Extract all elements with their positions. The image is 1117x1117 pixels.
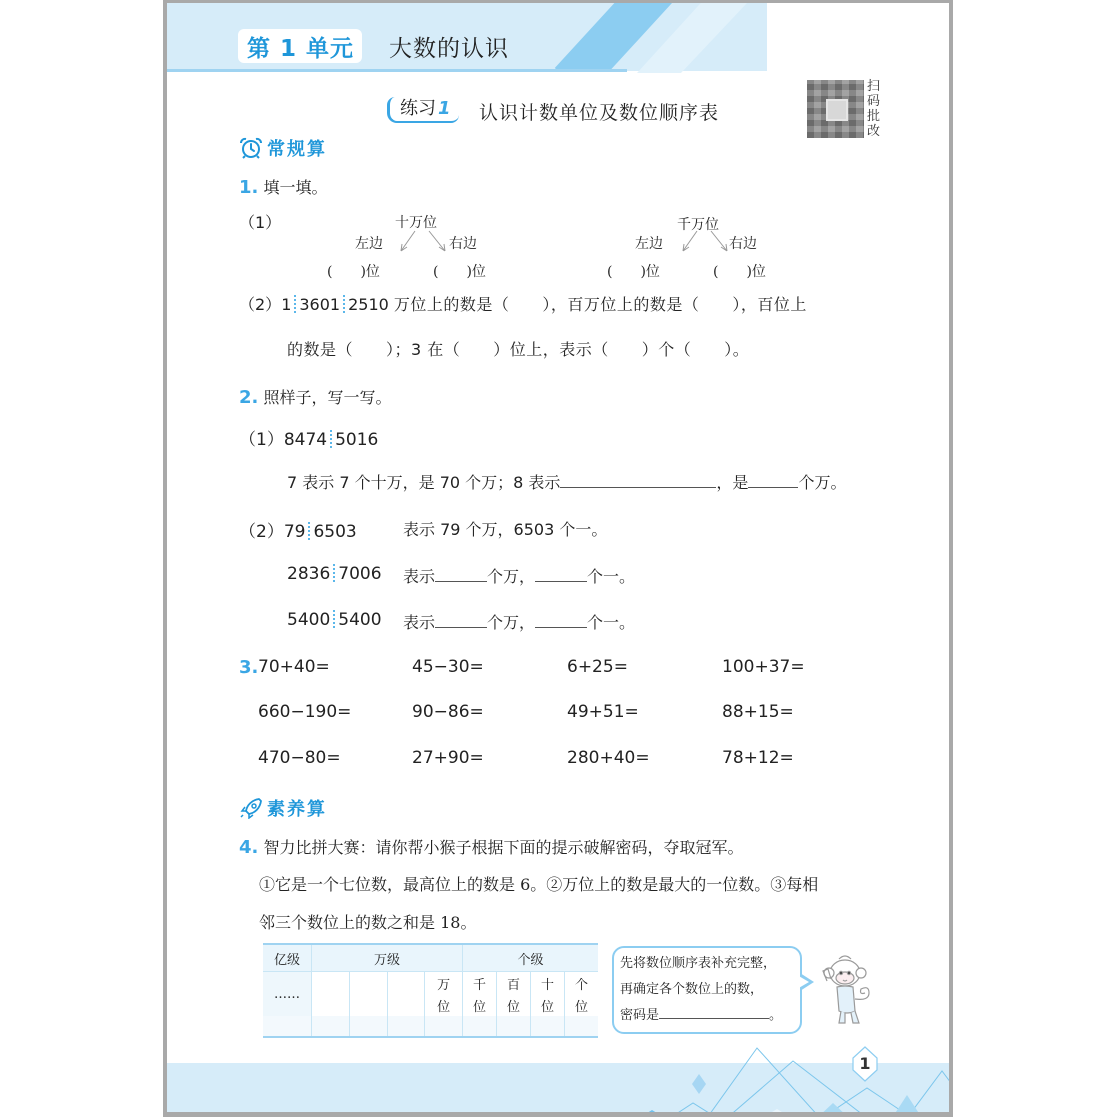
answer-cell[interactable]	[531, 1016, 565, 1037]
group-header: 亿级	[263, 944, 312, 972]
answer-cell[interactable]	[387, 1016, 425, 1037]
answer-blank[interactable]	[535, 613, 587, 628]
q2-part1-label: （1）	[239, 430, 284, 450]
lesson-title: 认识计数单位及数位顺序表	[479, 102, 720, 124]
number-segment: 7006	[338, 564, 382, 584]
blank-place-cell[interactable]	[312, 972, 350, 1017]
q2-part2-row	[287, 564, 382, 584]
alarm-clock-icon	[239, 137, 263, 159]
workbook-page	[163, 0, 953, 1117]
q2-part2-row-example	[239, 517, 357, 542]
q1-part2-text1: 万位上的数是（ ），百万位上的数是（ ），百位上	[393, 295, 807, 314]
sentence-text: 7 表示 7 个十万，是 70 个万；8 表示	[287, 473, 561, 492]
bubble-text: 密码是	[620, 1008, 660, 1023]
number-segment: 2510	[348, 295, 389, 314]
answer-cell[interactable]	[463, 1016, 497, 1037]
q2-part2-row	[287, 610, 382, 630]
digit-separator	[308, 522, 310, 540]
bubble-tail	[800, 973, 814, 991]
tree-right-blank[interactable]: ( )位	[713, 264, 766, 280]
q1-number: 1.	[239, 177, 259, 198]
page-number: 1	[859, 1054, 871, 1073]
number-segment: 5400	[287, 610, 331, 630]
row-text: 表示	[403, 567, 436, 586]
q2-part1-number	[239, 425, 378, 450]
number-segment: 1	[281, 295, 292, 314]
q2-part2-label: （2）	[239, 522, 284, 542]
lesson-badge-number: 1	[438, 98, 451, 119]
place-cell-top: 万	[425, 972, 463, 995]
q4-heading	[239, 835, 743, 858]
q1-part2-line1	[239, 292, 807, 315]
place-cell-top: 个	[565, 972, 599, 995]
q2-part2-row-text	[403, 610, 635, 633]
blank-place-cell[interactable]	[387, 972, 425, 1017]
q3-number	[239, 657, 258, 678]
place-cell-top: 十	[531, 972, 565, 995]
q4-prompt: 智力比拼大赛：请你帮小猴子根据下面的提示破解密码，夺取冠军。	[263, 838, 744, 857]
answer-blank[interactable]	[435, 613, 487, 628]
q4-number: 4.	[239, 837, 259, 858]
digit-separator	[343, 295, 345, 313]
row-text: 个万，	[487, 613, 536, 632]
number-segment: 3601	[299, 295, 341, 314]
row-text: 个万，	[487, 567, 536, 586]
section-routine-title: 常规算	[267, 139, 327, 160]
digit-separator	[294, 295, 296, 313]
bubble-text: 。	[769, 1008, 783, 1023]
q2-number: 2.	[239, 387, 259, 408]
tree-arrows	[679, 229, 739, 259]
lesson-badge	[387, 97, 459, 123]
number-segment: 79	[283, 522, 306, 542]
place-cell-bottom: 位	[531, 994, 565, 1016]
answer-cell[interactable]	[263, 1016, 312, 1037]
number-segment: 5400	[338, 610, 382, 630]
group-header: 万级	[312, 944, 463, 972]
calc-item: 660−190=	[258, 702, 352, 722]
q1-part2-line2: 的数是（ ）；3 在（ ）位上，表示（ ）个（ ）。	[287, 340, 750, 359]
calc-item: 45−30=	[412, 657, 484, 677]
section-literacy-title: 素养算	[267, 799, 327, 820]
lesson-badge-text: 练习	[400, 98, 436, 119]
tree-left-label: 左边	[635, 236, 663, 252]
tree-left-blank[interactable]: ( )位	[327, 264, 380, 280]
tree-left-label: 左边	[355, 236, 383, 252]
calc-item: 280+40=	[567, 748, 650, 768]
answer-cell[interactable]	[349, 1016, 387, 1037]
sentence-text: 个万。	[798, 473, 847, 492]
answer-blank[interactable]	[748, 473, 798, 488]
answer-blank[interactable]	[435, 567, 487, 582]
mountain-decoration	[567, 1043, 953, 1117]
tree-top-label: 十万位	[395, 215, 437, 231]
answer-cell[interactable]	[497, 1016, 531, 1037]
tree-left-blank[interactable]: ( )位	[607, 264, 660, 280]
place-cell-bottom: 位	[565, 994, 599, 1016]
q4-hint-line1: ①它是一个七位数，最高位上的数是 6。②万位上的数是最大的一位数。③每相	[259, 875, 819, 894]
q2-part1-sentence	[287, 470, 846, 493]
unit-label: 第 1 单元	[247, 36, 355, 62]
bubble-line: 再确定各个数位上的数，	[620, 982, 764, 997]
answer-blank[interactable]	[560, 473, 716, 488]
answer-cell[interactable]	[565, 1016, 599, 1037]
blank-place-cell[interactable]	[349, 972, 387, 1017]
answer-cell[interactable]	[312, 1016, 350, 1037]
q2-prompt: 照样子，写一写。	[263, 388, 392, 407]
place-cell-bottom: 位	[463, 994, 497, 1016]
qr-label: 扫码批改	[867, 79, 881, 139]
bubble-line	[620, 1003, 800, 1029]
calc-item: 88+15=	[722, 702, 794, 722]
place-cell-top: 百	[497, 972, 531, 995]
calc-item: 470−80=	[258, 748, 341, 768]
calc-item: 6+25=	[567, 657, 628, 677]
q4-hint-line2: 邻三个数位上的数之和是 18。	[259, 913, 477, 932]
answer-blank[interactable]	[535, 567, 587, 582]
place-cell-bottom: 位	[425, 994, 463, 1016]
q1-part2-label: （2）	[239, 295, 282, 314]
calc-item: 90−86=	[412, 702, 484, 722]
monkey-mascot-icon	[819, 951, 879, 1031]
rocket-icon	[239, 797, 263, 819]
place-value-table	[263, 943, 598, 1038]
q1-part1-label: （1）	[239, 213, 282, 232]
section-routine	[239, 135, 327, 161]
row-text: 表示	[403, 613, 436, 632]
place-cell-bottom: 位	[497, 994, 531, 1016]
calc-item: 27+90=	[412, 748, 484, 768]
header-underline	[167, 69, 627, 72]
answer-cell[interactable]	[425, 1016, 463, 1037]
tree-top-label: 千万位	[677, 217, 719, 233]
number-segment: 8474	[283, 430, 328, 450]
q3-number-label: 3.	[239, 657, 259, 678]
bubble-line: 先将数位顺序表补充完整，	[620, 956, 777, 971]
number-segment: 2836	[287, 564, 331, 584]
calc-item: 100+37=	[722, 657, 805, 677]
q2-part2-row-text	[403, 564, 635, 587]
place-cell-top: 千	[463, 972, 497, 995]
digit-separator	[333, 564, 335, 582]
tree-right-label: 右边	[729, 236, 757, 252]
q2-heading	[239, 385, 391, 408]
tree-right-label: 右边	[449, 236, 477, 252]
calc-item: 70+40=	[258, 657, 330, 677]
qr-code[interactable]	[807, 80, 864, 138]
digit-separator	[330, 430, 332, 448]
group-header: 个级	[463, 944, 599, 972]
q1-heading	[239, 175, 327, 198]
example-text: 表示 79 个万，6503 个一。	[403, 520, 608, 539]
row-text: 个一。	[587, 567, 636, 586]
password-blank[interactable]	[659, 1006, 769, 1019]
tree-right-blank[interactable]: ( )位	[433, 264, 486, 280]
number-segment: 6503	[313, 522, 357, 542]
sentence-text: ，是	[716, 473, 749, 492]
row-text: 个一。	[587, 613, 636, 632]
number-segment: 5016	[335, 430, 379, 450]
q1-prompt: 填一填。	[263, 178, 328, 197]
calc-item: 78+12=	[722, 748, 794, 768]
hint-speech-bubble	[612, 946, 802, 1034]
tree-arrows	[397, 229, 457, 259]
digit-separator	[333, 610, 335, 628]
unit-title: 大数的认识	[389, 36, 509, 62]
ellipsis-cell: ……	[263, 972, 312, 1017]
calc-item: 49+51=	[567, 702, 639, 722]
section-literacy	[239, 795, 327, 821]
